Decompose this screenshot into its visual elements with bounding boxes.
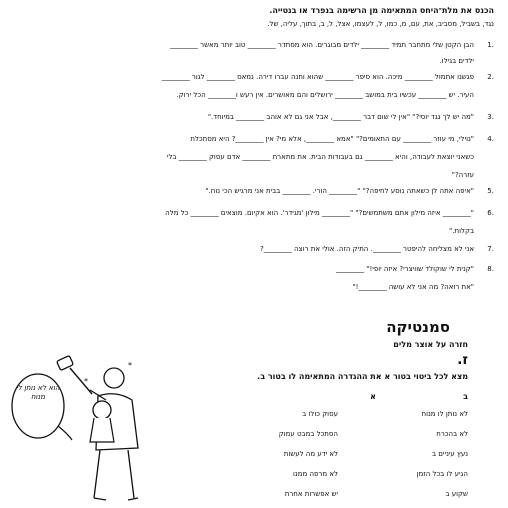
exercise-number: .2	[487, 73, 494, 81]
column-b-item: לא ידע מה לעשות	[283, 450, 338, 458]
column-a-item: נעץ עיניים ב	[432, 450, 468, 458]
section-instruction: מצא לכל ביטוי בטור א את ההגדרה המתאימה לו בטור ב.	[257, 372, 468, 381]
instruction-text: הכנס את מלת־היחס המתאימה מן הרשימה בנפרד או בנטייה.	[269, 6, 494, 15]
column-a-header: א	[370, 392, 376, 401]
exercise-number: .5	[487, 187, 494, 195]
column-b-item: הסתכל במבט עמוק	[278, 430, 338, 438]
exercise-number: .8	[487, 265, 494, 273]
exercise-2	[14, 72, 494, 104]
section-title: סמנטיקה	[386, 318, 450, 336]
exercise-line: הבן הקטן שלי מתחבר תמיד ________ ילדים מבוגרים. הוא מסתדר ________ טוב יותר מאשר ________	[169, 41, 474, 49]
column-a-item: לא בהכרח	[436, 430, 468, 438]
column-b-item: לא מרפה ממנו	[293, 470, 338, 478]
exercise-line: "נוילי, מי עוזר ________ עם התאומים?" "אמא ________, אלא מי? אין ________? היא מסתכלת	[190, 135, 474, 143]
column-b-header: ב	[463, 392, 468, 401]
exercise-7	[14, 244, 494, 258]
exercise-number: .6	[487, 209, 494, 217]
exercise-line: כשאני יוצאת לעבודה, והיא ________ גם בעבודות הבית. את מתארת ________ אדם עסוק ________ בלי	[166, 153, 474, 161]
column-a-item: שקוע ב	[445, 490, 468, 498]
column-b-item: עסוק כולו ב	[302, 410, 338, 418]
column-b-item: יש אפשרות אחרת	[284, 490, 338, 498]
exercise-number: .3	[487, 113, 494, 121]
exercise-line: עזרה?"	[451, 171, 474, 179]
exercise-line: העיר. יש ________ עכשיו בית במושב ________ ירושלים והם מאושרים. אין רעש ו________ הכל ירוק.	[176, 91, 474, 99]
exercise-1	[14, 40, 494, 66]
cartoon-illustration	[10, 338, 150, 503]
exercise-number: .7	[487, 245, 494, 253]
column-a-item: לא נותן לו מנוח	[421, 410, 468, 418]
svg-text:*: *	[128, 361, 132, 370]
svg-text:*: *	[84, 377, 88, 386]
column-a-item: הגיע לו בכל הזמן	[416, 470, 468, 478]
word-list: נגד, בשביל, מסביב, את, עם, מ, כמו, ל, לעצמו, אצל, ל, ב, בתוך, עליה, של.	[267, 20, 494, 28]
exercise-8	[14, 264, 494, 296]
exercise-line: "איפה אתה לן כשאתה נוסע לחיפה?" "________ הורי. ________ בבית אני מרגיש הכי נוח."	[205, 187, 474, 195]
exercise-3	[14, 112, 494, 126]
exercise-4	[14, 134, 494, 180]
exercise-line: "קנית לי שוקולד שוויצרי? איזה יופי!" ________	[336, 265, 474, 273]
exercise-line: פגשנו אתמול ________ מיכה. הוא סיפר ________ שהוא וחנה עברו דירה. נמאס ________ לגור ________	[161, 73, 474, 81]
review-title: חזרה על אוצר מלים	[393, 340, 468, 349]
exercise-line: ילדים בגילו.	[439, 57, 474, 65]
exercise-number: .1	[487, 41, 494, 49]
exercise-line: בקלות."	[449, 227, 474, 235]
speech-bubble-text: הוא לא נותן לי מנוח	[16, 384, 60, 401]
section-number: ז.	[457, 352, 468, 368]
exercise-5	[14, 186, 494, 200]
exercise-line: אני לא מצליחה להיפטר ________. התיק הזה. אולי את רוצה ________?	[260, 245, 474, 253]
exercise-line: "את רואה? מה אני לא עושה ________!"	[352, 283, 474, 291]
exercise-line: "________ איזה מילון אתם משתמשים?" "________ מילון 'מגידר'. הוא אקיום. מוצאים ________ כל מלה	[165, 209, 474, 217]
exercise-line: "מה יש לך נגד יוסי?" "אין לי שום דבר ________, אבל אני גם לא אוהב ________ במיוחד."	[207, 113, 474, 121]
exercise-6	[14, 208, 494, 238]
exercise-number: .4	[487, 135, 494, 143]
